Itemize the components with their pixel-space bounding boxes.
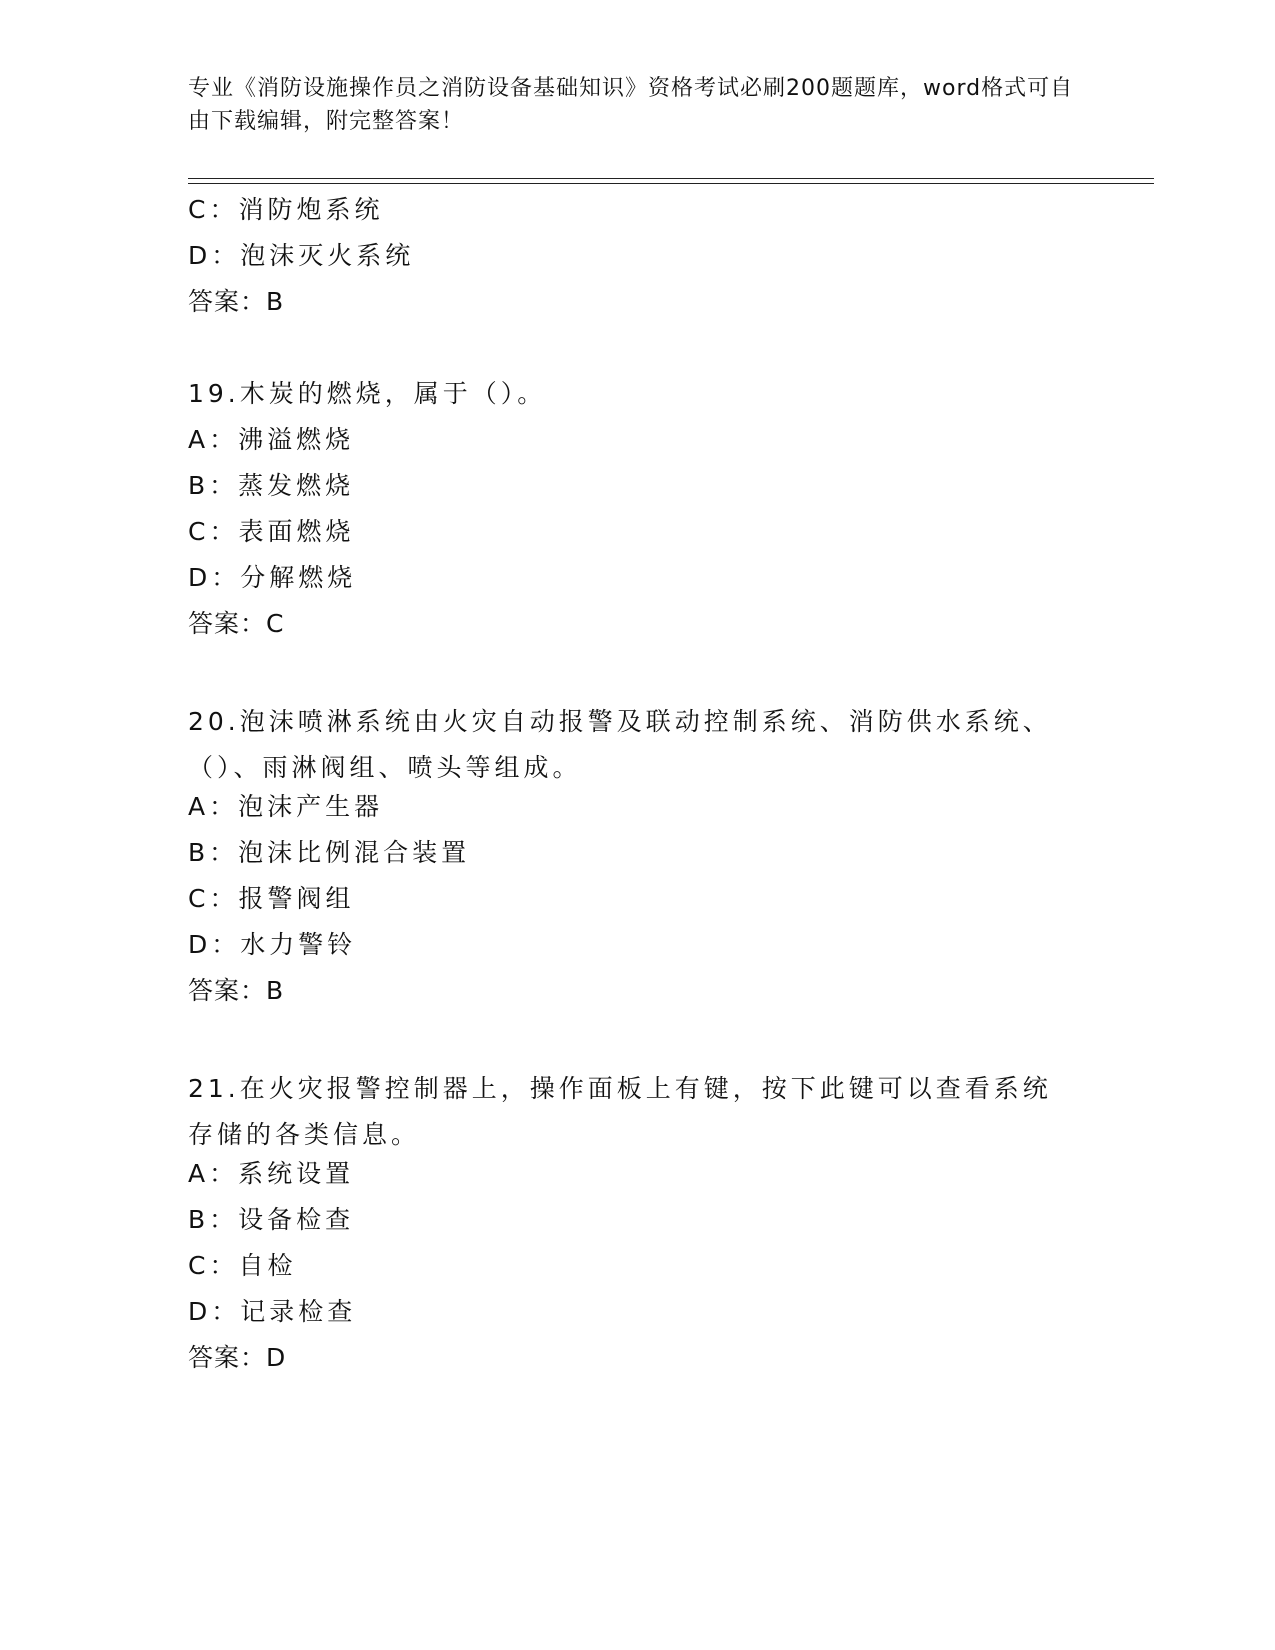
option-a: A：泡沫产生器 [188,792,384,821]
option-c: C：自检 [188,1251,297,1280]
header-divider-top [188,178,1154,179]
answer-line: 答案：C [188,609,285,638]
option-a: A：系统设置 [188,1159,355,1188]
option-d: D：记录检查 [188,1297,357,1326]
option-a: A：沸溢燃烧 [188,425,355,454]
document-header: 专业《消防设施操作员之消防设备基础知识》资格考试必刷200题题库，word格式可自由下载编辑，附完整答案！ [188,76,1074,134]
question-stem-20: 20.泡沫喷淋系统由火灾自动报警及联动控制系统、消防供水系统、（）、雨淋阀组、喷头等组成。 [188,707,1052,782]
answer-line: 答案：D [188,1343,287,1372]
question-stem-21: 21.在火灾报警控制器上，操作面板上有键，按下此键可以查看系统存储的各类信息。 [188,1074,1052,1149]
question-stem-19: 19.木炭的燃烧，属于（）。 [188,379,547,408]
answer-line: 答案：B [188,287,285,316]
option-d: D：泡沫灭火系统 [188,241,415,270]
option-b: B：蒸发燃烧 [188,471,355,500]
option-d: D：水力警铃 [188,930,357,959]
option-b: B：泡沫比例混合装置 [188,838,471,867]
option-b: B：设备检查 [188,1205,355,1234]
option-c: C：消防炮系统 [188,195,384,224]
header-divider-bottom [188,183,1154,184]
option-c: C：报警阀组 [188,884,355,913]
option-c: C：表面燃烧 [188,517,355,546]
answer-line: 答案：B [188,976,285,1005]
option-d: D：分解燃烧 [188,563,357,592]
